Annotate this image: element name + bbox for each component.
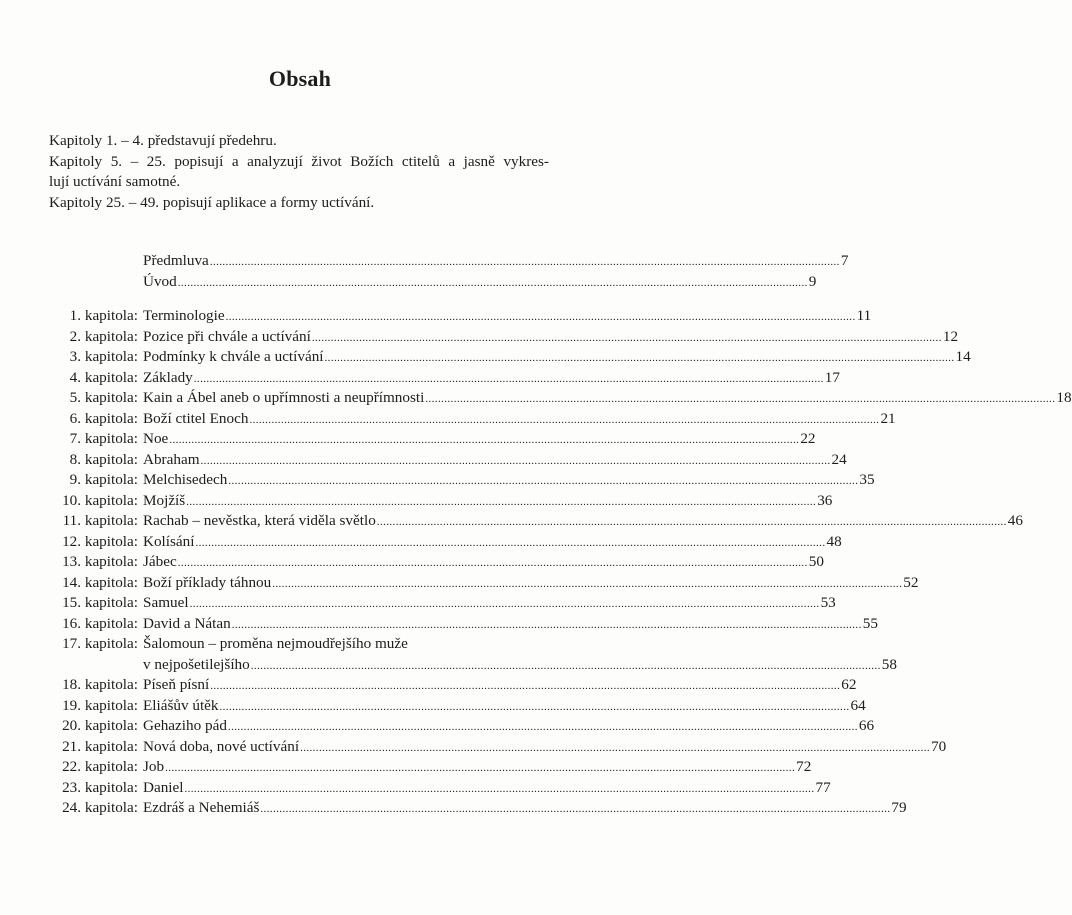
chapter-label: 4. kapitola:: [69, 368, 138, 386]
chapter-label: 19. kapitola:: [62, 696, 138, 714]
page-number: 79: [891, 799, 907, 816]
entry-title: Kolísání: [143, 532, 195, 550]
toc-entry: [143, 511, 1023, 533]
chapter-row: [0, 429, 816, 450]
dot-leader: ........................................................................................................................................................................................................: [219, 700, 850, 713]
chapter-label: 22. kapitola:: [62, 758, 138, 775]
chapter-label: 20. kapitola:: [62, 717, 138, 734]
front-matter-row: [0, 251, 849, 272]
toc-entry: [143, 757, 812, 779]
dot-leader: ........................................................................................................................................................................................................: [250, 659, 881, 672]
page-number: 12: [942, 327, 959, 345]
page-number: 77: [815, 778, 831, 796]
page-number: 70: [931, 737, 947, 755]
page-title: Obsah: [268, 66, 332, 91]
chapter-row: [0, 450, 847, 471]
toc-entry: [143, 532, 842, 554]
page-number: 9: [808, 272, 817, 290]
entry-title: Základy: [143, 368, 193, 386]
toc-entry: [143, 409, 896, 431]
entry-title: Nová doba, nové uctívání: [143, 737, 300, 755]
page-number: 62: [841, 676, 857, 693]
dot-leader: ........................................................................................................................................................................................................: [189, 598, 820, 610]
page-number: 18: [1056, 389, 1072, 406]
toc-entry: [143, 388, 1072, 410]
entry-title: Gehaziho pád: [143, 717, 227, 734]
dot-leader: ........................................................................................................................................................................................................: [165, 762, 796, 774]
toc-entry: [143, 655, 897, 677]
page-number: 7: [840, 252, 849, 269]
chapter-row: [0, 737, 947, 758]
dot-leader: ........................................................................................................................................................................................................: [300, 741, 931, 754]
dot-leader: ........................................................................................................................................................................................................: [177, 276, 808, 289]
entry-title: Pozice při chvále a uctívání: [143, 327, 311, 345]
chapter-row: [0, 511, 1023, 532]
entry-title: Terminologie: [143, 307, 225, 324]
page-number: 14: [955, 348, 971, 365]
chapter-row: [0, 470, 875, 491]
intro-line: lují uctívání samotné.: [49, 173, 181, 190]
chapter-label: 16. kapitola:: [62, 614, 138, 632]
entry-title: Noe: [143, 430, 169, 447]
dot-leader: ........................................................................................................................................................................................................: [231, 618, 862, 631]
page-number: 35: [859, 471, 875, 488]
page-number: 22: [800, 430, 816, 447]
page-number: 50: [808, 553, 824, 570]
chapter-row: [0, 347, 971, 368]
chapter-label: 7. kapitola:: [69, 430, 138, 447]
toc-entry: [143, 614, 878, 636]
entry-title: Daniel: [143, 778, 184, 796]
dot-leader: ........................................................................................................................................................................................................: [311, 331, 942, 344]
chapter-row: [0, 716, 875, 737]
entry-title: Jábec: [143, 553, 177, 570]
intro-line: Kapitoly 1. – 4. představují předehru.: [49, 132, 277, 149]
chapter-row: [0, 634, 600, 655]
chapter-row: [0, 491, 833, 512]
toc-entry: [143, 778, 831, 800]
toc-entry: [143, 737, 947, 759]
toc-entry: [143, 696, 866, 718]
toc-entry: [143, 552, 824, 574]
entry-title: v nejpošetilejšího: [143, 655, 250, 673]
dot-leader: ........................................................................................................................................................................................................: [425, 393, 1056, 405]
toc-entry: [143, 347, 971, 369]
chapter-row: [0, 778, 831, 799]
toc-entry: [143, 470, 875, 492]
chapter-row: [0, 757, 812, 778]
dot-leader: ........................................................................................................................................................................................................: [376, 516, 1007, 528]
dot-leader: ........................................................................................................................................................................................................: [209, 256, 840, 268]
dot-leader: ........................................................................................................................................................................................................: [210, 680, 841, 692]
chapter-label: 1. kapitola:: [69, 307, 138, 324]
intro-line: Kapitoly 5. – 25. popisují a analyzují život Božích ctitelů a jasně vykres-: [49, 152, 549, 170]
dot-leader: ........................................................................................................................................................................................................: [324, 352, 955, 364]
toc-entry: [143, 306, 872, 328]
page-number: 17: [824, 368, 840, 386]
chapter-label: 24. kapitola:: [62, 799, 138, 816]
entry-title: Abraham: [143, 450, 200, 468]
chapter-label: 23. kapitola:: [62, 778, 138, 796]
dot-leader: ........................................................................................................................................................................................................: [200, 454, 831, 467]
chapter-label: 14. kapitola:: [62, 573, 138, 591]
intro-paragraph: [49, 131, 549, 213]
page-number: 64: [850, 696, 866, 714]
chapter-row: [0, 552, 824, 573]
toc-entry: [143, 634, 540, 655]
toc-entry: [143, 327, 959, 349]
toc-entry: [143, 491, 833, 513]
section-gap: [0, 292, 600, 306]
chapter-label: 13. kapitola:: [62, 553, 138, 570]
entry-title: Předmluva: [143, 252, 209, 269]
chapter-row: [0, 798, 907, 819]
toc-entry: [143, 675, 857, 697]
chapter-row: [0, 675, 857, 696]
page-number: 53: [820, 594, 836, 611]
toc-entry: [143, 429, 816, 451]
toc-entry: [143, 450, 847, 472]
chapter-row: [0, 327, 959, 348]
page-number: 72: [796, 758, 812, 775]
chapter-label: 6. kapitola:: [69, 409, 138, 427]
front-matter-row: [0, 272, 817, 293]
entry-title: Úvod: [143, 272, 177, 290]
chapter-row: [0, 573, 919, 594]
chapter-row: [0, 593, 836, 614]
entry-title: Podmínky k chvále a uctívání: [143, 348, 324, 365]
chapter-label: 10. kapitola:: [62, 491, 138, 509]
toc-entry: [143, 368, 840, 390]
chapter-row: [0, 306, 872, 327]
entry-title: Šalomoun – proměna nejmoudřejšího muže: [143, 635, 408, 652]
page-number: 46: [1007, 512, 1023, 529]
entry-title: Job: [143, 758, 165, 775]
dot-leader: ........................................................................................................................................................................................................: [177, 557, 808, 569]
dot-leader: ........................................................................................................................................................................................................: [249, 413, 880, 426]
page-number: 55: [862, 614, 878, 632]
chapter-row: [0, 409, 896, 430]
page-number: 58: [881, 655, 897, 673]
page-number: 11: [856, 307, 872, 324]
toc-entry: [143, 798, 907, 820]
dot-leader: ........................................................................................................................................................................................................: [195, 536, 826, 549]
entry-title: Mojžíš: [143, 491, 186, 509]
entry-title: Kain a Ábel aneb o upřímnosti a neupřímnosti: [143, 389, 425, 406]
chapter-row-continuation: [0, 655, 897, 676]
dot-leader: ........................................................................................................................................................................................................: [186, 495, 817, 508]
chapter-label: 15. kapitola:: [62, 594, 138, 611]
entry-title: Boží příklady táhnou: [143, 573, 272, 591]
chapter-row: [0, 368, 840, 389]
entry-title: Samuel: [143, 594, 189, 611]
chapter-row: [0, 614, 878, 635]
chapter-label: 17. kapitola:: [62, 635, 138, 652]
toc-entry: [143, 573, 919, 595]
chapter-label: 9. kapitola:: [69, 471, 138, 488]
dot-leader: ........................................................................................................................................................................................................: [225, 311, 856, 323]
chapter-label: 11. kapitola:: [62, 512, 138, 529]
intro-line: Kapitoly 25. – 49. popisují aplikace a formy uctívání.: [49, 193, 375, 211]
entry-title: Ezdráš a Nehemiáš: [143, 799, 260, 816]
chapter-label: 18. kapitola:: [62, 676, 138, 693]
entry-title: Boží ctitel Enoch: [143, 409, 249, 427]
chapter-label: 3. kapitola:: [69, 348, 138, 365]
page-number: 36: [817, 491, 833, 509]
toc-entry: [143, 272, 817, 294]
chapter-row: [0, 532, 842, 553]
dot-leader: ........................................................................................................................................................................................................: [228, 475, 859, 487]
dot-leader: ........................................................................................................................................................................................................: [169, 434, 800, 446]
toc-entry: [143, 716, 875, 738]
page-number: 24: [831, 450, 847, 468]
chapter-row: [0, 696, 866, 717]
toc-entry: [143, 593, 836, 615]
chapter-row: [0, 388, 1072, 409]
page-number: 66: [858, 717, 875, 734]
entry-title: Eliášův útěk: [143, 696, 219, 714]
chapter-label: 8. kapitola:: [69, 450, 138, 468]
chapter-label: 2. kapitola:: [69, 327, 138, 345]
entry-title: Rachab – nevěstka, která viděla světlo: [143, 512, 376, 529]
dot-leader: ........................................................................................................................................................................................................: [260, 803, 891, 815]
page-number: 21: [880, 409, 896, 427]
dot-leader: ........................................................................................................................................................................................................: [227, 721, 858, 733]
entry-title: Píseň písní: [143, 676, 210, 693]
chapter-label: 21. kapitola:: [62, 737, 138, 755]
table-of-contents: [0, 251, 1072, 819]
entry-title: David a Nátan: [143, 614, 231, 632]
page-number: 52: [903, 573, 919, 591]
dot-leader: ........................................................................................................................................................................................................: [193, 372, 824, 385]
page-number: 48: [826, 532, 842, 550]
dot-leader: ........................................................................................................................................................................................................: [184, 782, 815, 795]
chapter-label: 12. kapitola:: [62, 532, 138, 550]
toc-entry: [143, 251, 849, 273]
chapter-label: 5. kapitola:: [69, 389, 138, 406]
dot-leader: ........................................................................................................................................................................................................: [272, 577, 903, 590]
entry-title: Melchisedech: [143, 471, 228, 488]
